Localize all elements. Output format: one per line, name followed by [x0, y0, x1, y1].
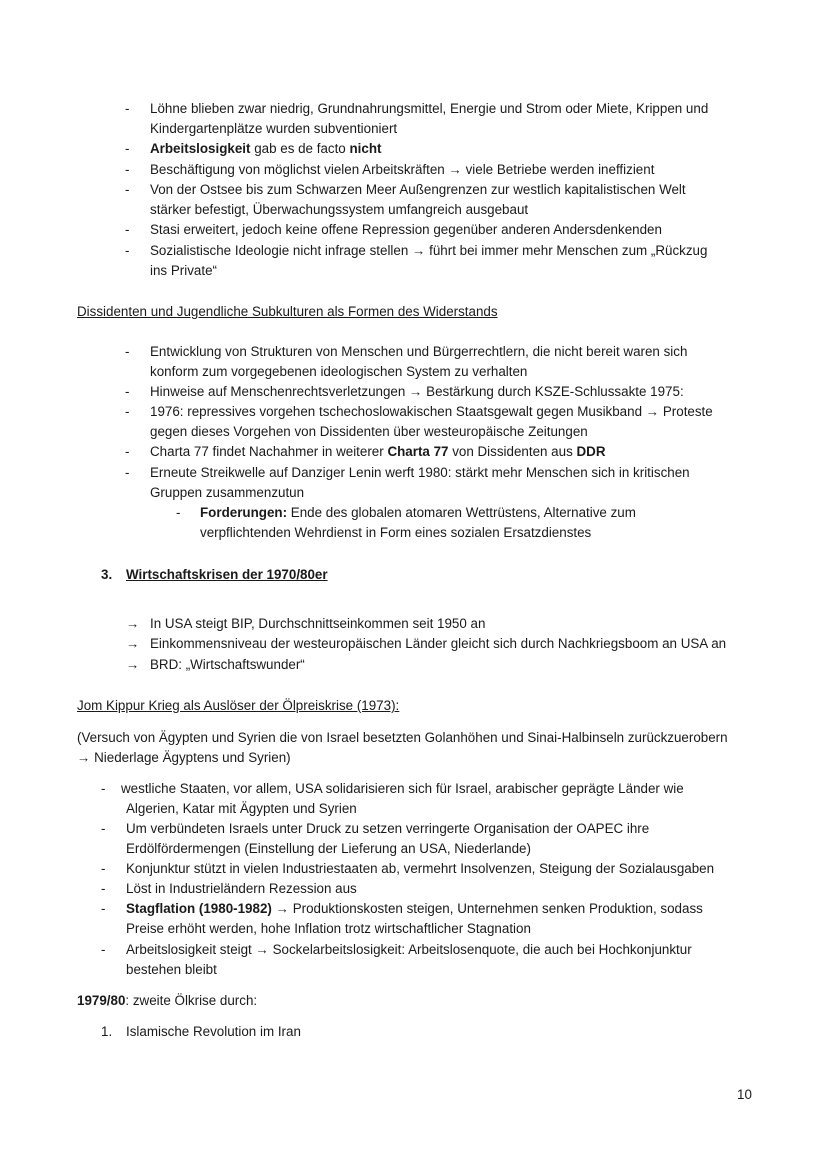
bullet-dash: -	[125, 141, 130, 156]
bullet-dash: -	[125, 222, 130, 237]
bullet-text: 1976: repressives vorgehen tschechoslowakischen Staatsgewalt gegen Musikband → Proteste	[150, 404, 713, 419]
bullet-dash: -	[101, 861, 106, 876]
bullet-dash: -	[101, 821, 106, 836]
bullet-text: Erdölfördermengen (Einstellung der Lieferung an USA, Niederlande)	[126, 841, 531, 856]
bullet-text: Charta 77 findet Nachahmer in weiterer Charta 77 von Dissidenten aus DDR	[150, 444, 606, 459]
sub-bullet-dash: -	[176, 505, 181, 520]
arrow-icon: →	[126, 636, 140, 651]
bullet-text: Um verbündeten Israels unter Druck zu setzen verringerte Organisation der OAPEC ihre	[126, 821, 650, 836]
section-heading: Dissidenten und Jugendliche Subkulturen als Formen des Widerstands	[77, 304, 498, 319]
bullet-text: bestehen bleibt	[126, 962, 217, 977]
bullet-text: Entwicklung von Strukturen von Menschen und Bürgerrechtlern, die nicht bereit waren sich	[150, 344, 688, 359]
bullet-dash: -	[101, 901, 106, 916]
paragraph-text: 1979/80: zweite Ölkrise durch:	[77, 993, 258, 1008]
bullet-dash: -	[125, 384, 130, 399]
section-number: 3.	[101, 567, 113, 582]
bullet-text: Erneute Streikwelle auf Danziger Lenin werft 1980: stärkt mehr Menschen sich in kritischen	[150, 465, 690, 480]
bullet-text: stärker befestigt, Überwachungssystem umfangreich ausgebaut	[150, 202, 529, 217]
bullet-text: Arbeitslosigkeit steigt → Sockelarbeitslosigkeit: Arbeitslosenquote, die auch bei Hochkonjunktur	[126, 942, 692, 957]
bullet-text: Von der Ostsee bis zum Schwarzen Meer Außengrenzen zur westlich kapitalistischen Welt	[150, 182, 686, 197]
sub-bullet-text: verpflichtenden Wehrdienst in Form eines sozialen Ersatzdienstes	[200, 525, 592, 540]
bullet-dash: -	[101, 942, 106, 957]
bullet-text: Algerien, Katar mit Ägypten und Syrien	[126, 801, 357, 816]
bullet-text: Beschäftigung von möglichst vielen Arbeitskräften → viele Betriebe werden ineffizient	[150, 162, 655, 177]
bullet-text: Löst in Industrieländern Rezession aus	[126, 881, 357, 896]
bullet-dash: -	[125, 162, 130, 177]
paragraph-text: → Niederlage Ägyptens und Syrien)	[77, 750, 291, 765]
bullet-dash: -	[125, 344, 130, 359]
bullet-dash: -	[125, 182, 130, 197]
bullet-text: Sozialistische Ideologie nicht infrage stellen → führt bei immer mehr Menschen zum „Rückzug	[150, 243, 708, 258]
bullet-text: Gruppen zusammenzutun	[150, 485, 305, 500]
bullet-dash: -	[125, 465, 130, 480]
section-heading: Jom Kippur Krieg als Auslöser der Ölpreiskrise (1973):	[77, 698, 400, 713]
section-title: Wirtschaftskrisen der 1970/80er	[126, 567, 328, 582]
sub-bullet-text: Forderungen: Ende des globalen atomaren Wettrüstens, Alternative zum	[200, 505, 636, 520]
bullet-text: Arbeitslosigkeit gab es de facto nicht	[150, 141, 382, 156]
bullet-text: Hinweise auf Menschenrechtsverletzungen → Bestärkung durch KSZE-Schlussakte 1975:	[150, 384, 684, 399]
bullet-text: Löhne blieben zwar niedrig, Grundnahrungsmittel, Energie und Strom oder Miete, Krippen und	[150, 101, 709, 116]
bullet-dash: -	[101, 881, 106, 896]
arrow-item: In USA steigt BIP, Durchschnittseinkommen seit 1950 an	[150, 616, 486, 631]
arrow-icon: →	[126, 657, 140, 672]
bullet-text: Konjunktur stützt in vielen Industriestaaten ab, vermehrt Insolvenzen, Steigung der Sozialausgaben	[126, 861, 715, 876]
bullet-text: ins Private“	[150, 263, 217, 278]
bullet-text: konform zum vorgegebenen ideologischen System zu verhalten	[150, 364, 528, 379]
list-item: Islamische Revolution im Iran	[126, 1024, 301, 1039]
bullet-text: Stasi erweitert, jedoch keine offene Repression gegenüber anderen Andersdenkenden	[150, 222, 662, 237]
bullet-dash: -	[125, 101, 130, 116]
page-number: 10	[737, 1087, 752, 1102]
bullet-text: westliche Staaten, vor allem, USA solidarisieren sich für Israel, arabischer geprägte Länder wie	[121, 781, 684, 796]
paragraph-text: (Versuch von Ägypten und Syrien die von Israel besetzten Golanhöhen und Sinai-Halbinseln zurückzuerobern	[77, 730, 728, 745]
bullet-dash: -	[125, 404, 130, 419]
bullet-text: Kindergartenplätze wurden subventioniert	[150, 121, 398, 136]
bullet-text: Preise erhöht werden, hohe Inflation trotz wirtschaftlicher Stagnation	[126, 921, 531, 936]
bullet-dash: -	[125, 444, 130, 459]
bullet-text: gegen dieses Vorgehen von Dissidenten über westeuropäische Zeitungen	[150, 424, 588, 439]
arrow-item: BRD: „Wirtschaftswunder“	[150, 657, 305, 672]
arrow-item: Einkommensniveau der westeuropäischen Länder gleicht sich durch Nachkriegsboom an USA an	[150, 636, 727, 651]
bullet-text: Stagflation (1980-1982) → Produktionskosten steigen, Unternehmen senken Produktion, sodass	[126, 901, 703, 916]
list-number: 1.	[101, 1024, 113, 1039]
bullet-dash: -	[101, 781, 106, 796]
arrow-icon: →	[126, 616, 140, 631]
bullet-dash: -	[125, 243, 130, 258]
